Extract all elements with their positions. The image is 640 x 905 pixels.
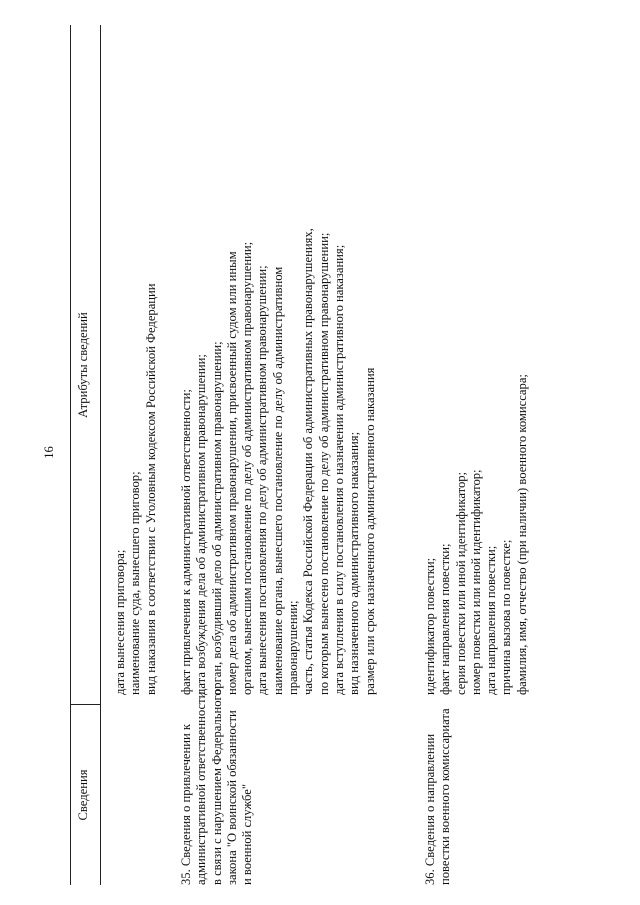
attribute-line: номер повестки или иной идентификатор; (468, 469, 483, 695)
attribute-line: часть, статья Кодекса Российской Федерации об административных правонарушениях, (301, 228, 316, 695)
attribute-line: причина вызова по повестке; (499, 539, 514, 695)
row-36-attributes (423, 374, 530, 695)
attribute-line: серия повестки или иной идентификатор; (453, 471, 468, 695)
attribute-line: фамилия, имя, отчество (при наличии) военного комиссара; (514, 374, 529, 695)
attribute-line: дата вынесения постановления по делу об административном правонарушении; (255, 265, 270, 695)
row-35-title (179, 689, 255, 885)
row-continuation-attributes (113, 283, 159, 695)
attribute-line: идентификатор повестки; (423, 557, 437, 695)
title-line: в связи с нарушением Федерального (209, 689, 224, 885)
attribute-line: органом, вынесшим постановление по делу об административном правонарушении; (240, 241, 255, 695)
attribute-line: наименование органа, вынесшего постановление по делу об административном (270, 266, 285, 695)
title-line: закона "О воинской обязанности (224, 710, 239, 885)
attribute-line: факт направления повестки; (438, 543, 453, 695)
attribute-line: вид наказания в соответствии с Уголовным кодексом Российской Федерации (143, 283, 158, 695)
title-line: 36. Сведения о направлении (423, 733, 437, 885)
attribute-line: дата вынесения приговора; (113, 549, 127, 695)
title-line: административной ответственности (194, 691, 209, 885)
table-top-border (70, 25, 71, 885)
column-header-attributes: Атрибуты сведений (76, 312, 90, 418)
attribute-line: номер дела об административном правонарушении, присвоенный судом или иным (224, 251, 239, 695)
attribute-line: размер или срок назначенного административного наказания (362, 367, 377, 695)
attribute-line: орган, возбудивший дело об административном правонарушении; (209, 341, 224, 695)
title-line: и военной службе" (240, 784, 255, 885)
header-bottom-border (100, 25, 101, 885)
title-line: 35. Сведения о привлечении к (179, 724, 193, 885)
page-number: 16 (42, 446, 56, 459)
title-line: повестки военного комиссариата (438, 708, 453, 885)
attribute-line: дата вступления в силу постановления о назначении административного наказания; (331, 244, 346, 695)
attribute-line: дата возбуждения дела об административном правонарушении; (194, 354, 209, 695)
row-36-title (423, 710, 454, 885)
column-header-info: Сведения (76, 769, 90, 821)
attribute-line: по которым вынесено постановление по делу об административном правонарушении; (316, 232, 331, 695)
attribute-line: факт привлечения к административной ответственности; (179, 389, 193, 695)
attribute-line: вид назначенного административного наказания; (347, 431, 362, 695)
attribute-line: правонарушении; (286, 600, 301, 695)
row-35-attributes (179, 228, 378, 695)
attribute-line: дата направления повестки; (484, 545, 499, 695)
attribute-line: наименование суда, вынесшего приговор; (128, 471, 143, 695)
